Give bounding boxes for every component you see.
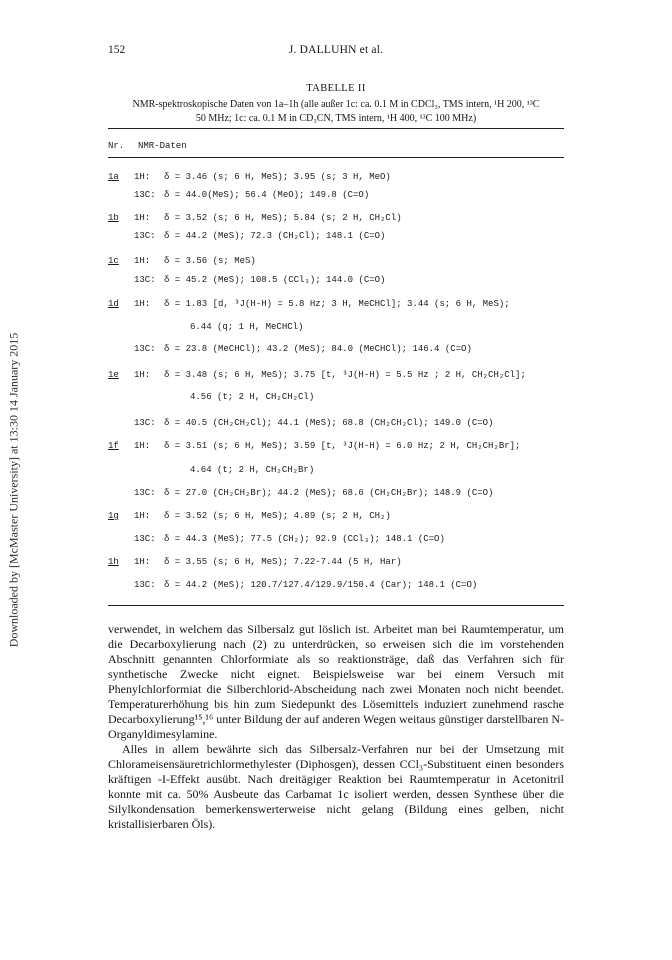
row-label: 1h (108, 557, 119, 567)
row-label: 1a (108, 172, 119, 182)
nmr-values: δ = 1.83 [d, ³J(H-H) = 5.8 Hz; 3 H, MeCHCl]; 3.44 (s; 6 H, MeS); (164, 299, 510, 309)
nmr-line (134, 534, 445, 544)
nucleus-label: 1H: (134, 511, 151, 521)
running-head: J. DALLUHN et al. (288, 44, 384, 56)
table-bottom-rule (108, 605, 564, 606)
row-label: 1d (108, 299, 119, 309)
nmr-values: 4.56 (t; 2 H, CH₂CH₂Cl) (190, 392, 315, 402)
nmr-line (134, 190, 369, 200)
nucleus-label: 13C: (134, 231, 156, 241)
nmr-values: δ = 45.2 (MeS); 108.5 (CCl₃); 144.0 (C=O) (164, 275, 386, 285)
nmr-line (134, 213, 402, 223)
row-label: 1b (108, 213, 119, 223)
nucleus-label: 1H: (134, 256, 151, 266)
row-label: 1g (108, 511, 119, 521)
table-caption-line-1: NMR-spektroskopische Daten von 1a–1h (alle außer 1c: ca. 0.1 M in CDCl₃, TMS intern, ¹H 200, ¹³C (132, 99, 540, 110)
nmr-values: δ = 40.5 (CH₂CH₂Cl); 44.1 (MeS); 68.8 (CH₂CH₂Cl); 149.0 (C=O) (164, 418, 494, 428)
nmr-values: δ = 3.52 (s; 6 H, MeS); 5.84 (s; 2 H, CH₂Cl) (164, 213, 402, 223)
page-number: 152 (108, 44, 126, 56)
download-note: Downloaded by [McMaster University] at 13:30 14 January 2015 (6, 332, 21, 648)
nucleus-label: 1H: (134, 370, 151, 380)
nmr-values: δ = 44.3 (MeS); 77.5 (CH₂); 92.9 (CCl₃); 148.1 (C=O) (164, 534, 445, 544)
nucleus-label: 13C: (134, 344, 156, 354)
nmr-values: δ = 44.0(MeS); 56.4 (MeO); 149.8 (C=O) (164, 190, 370, 200)
nmr-line (134, 418, 493, 428)
nmr-values: δ = 3.52 (s; 6 H, MeS); 4.89 (s; 2 H, CH₂) (164, 511, 391, 521)
column-header-nr: Nr. (108, 141, 125, 151)
row-label: 1f (108, 441, 119, 451)
nmr-line (134, 511, 391, 521)
table-caption (108, 98, 564, 125)
nmr-line (134, 441, 520, 451)
nucleus-label: 1H: (134, 172, 151, 182)
nmr-line (134, 344, 472, 354)
nucleus-label: 13C: (134, 190, 156, 200)
nucleus-label: 13C: (134, 580, 156, 590)
table-title: TABELLE II (306, 83, 366, 94)
nucleus-label: 1H: (134, 441, 151, 451)
nmr-values: 4.64 (t; 2 H, CH₂CH₂Br) (190, 465, 315, 475)
nmr-values: δ = 44.2 (MeS); 120.7/127.4/129.9/150.4 (Car); 148.1 (C=O) (164, 580, 478, 590)
nmr-values: δ = 44.2 (MeS); 72.3 (CH₂Cl); 148.1 (C=O) (164, 231, 386, 241)
nmr-line (134, 299, 510, 309)
nmr-values: δ = 3.51 (s; 6 H, MeS); 3.59 [t, ³J(H-H) = 6.0 Hz; 2 H, CH₂CH₂Br]; (164, 441, 521, 451)
nmr-line (134, 580, 477, 590)
download-watermark (6, 300, 22, 680)
nucleus-label: 1H: (134, 299, 151, 309)
table-caption-line-2: 50 MHz; 1c: ca. 0.1 M in CD₃CN, TMS intern, ¹H 400, ¹³C 100 MHz) (195, 112, 477, 124)
nmr-line (134, 557, 402, 567)
nmr-line (190, 322, 303, 332)
paragraph-1: verwendet, in welchem das Silbersalz gut löslich ist. Arbeitet man bei Raumtemperatur, um die Decarboxylierung nach (2) zu unterdrücken, so erweisen sich die im vorstehenden Abschnitt genannten Chlorformiate als so reaktionsträge, daß das Verfahren sich für synthetische Zwecke nicht eignet. Beispielsweise war bei einem Versuch mit Phenylchlorformiat die Silberchlorid-Abscheidung nach zwei Monaten noch nicht beendet. Temperaturerhöhung bis hin zum Siedepunkt des Lösemittels induziert zunehmend rasche Decarboxylierung¹⁵,¹⁶ unter Bildung der auf anderen Wegen weitaus günstiger darstellbaren N-Organyldimesylamine. (108, 622, 564, 741)
nucleus-label: 13C: (134, 418, 156, 428)
table-top-rule (108, 128, 564, 129)
nmr-values: δ = 3.48 (s; 6 H, MeS); 3.75 [t, ³J(H-H) = 5.5 Hz ; 2 H, CH₂CH₂Cl]; (164, 370, 526, 380)
nmr-values: δ = 3.56 (s; MeS) (164, 256, 256, 266)
nmr-values: δ = 23.8 (MeCHCl); 43.2 (MeS); 84.0 (MeCHCl); 146.4 (C=O) (164, 344, 472, 354)
nmr-values: δ = 3.46 (s; 6 H, MeS); 3.95 (s; 3 H, MeO) (164, 172, 391, 182)
nucleus-label: 13C: (134, 534, 156, 544)
nmr-line (190, 465, 314, 475)
nucleus-label: 1H: (134, 557, 151, 567)
nucleus-label: 13C: (134, 275, 156, 285)
nmr-line (134, 370, 526, 380)
nmr-line (134, 488, 493, 498)
nmr-line (190, 392, 314, 402)
nmr-line (134, 256, 256, 266)
nmr-values: δ = 3.55 (s; 6 H, MeS); 7.22-7.44 (5 H, Har) (164, 557, 402, 567)
nmr-line (134, 275, 385, 285)
body-text (108, 622, 564, 832)
nmr-line (134, 172, 391, 182)
row-label: 1e (108, 370, 119, 380)
row-label: 1c (108, 256, 119, 266)
nucleus-label: 1H: (134, 213, 151, 223)
nmr-line (134, 231, 385, 241)
paragraph-2: Alles in allem bewährte sich das Silbersalz-Verfahren nur bei der Umsetzung mit Chlorameisensäuretrichlormethylester (Diphosgen), dessen CCl₃-Substituent einen besonders kräftigen -I-Effekt ausübt. Nach dreitägiger Reaktion bei Raumtemperatur in Acetonitril konnte mit ca. 50% Ausbeute das Carbamat 1c isoliert werden, dessen Synthese über die Silylkondensation bemerkenswerterweise nicht gelang (Bildung eines gelben, nicht kristallisierbaren Öls). (108, 742, 564, 831)
nmr-values: δ = 27.0 (CH₂CH₂Br); 44.2 (MeS); 68.6 (CH₂CH₂Br); 148.9 (C=O) (164, 488, 494, 498)
nucleus-label: 13C: (134, 488, 156, 498)
column-header-data: NMR-Daten (138, 141, 187, 151)
table-header-rule (108, 157, 564, 158)
nmr-values: 6.44 (q; 1 H, MeCHCl) (190, 322, 304, 332)
